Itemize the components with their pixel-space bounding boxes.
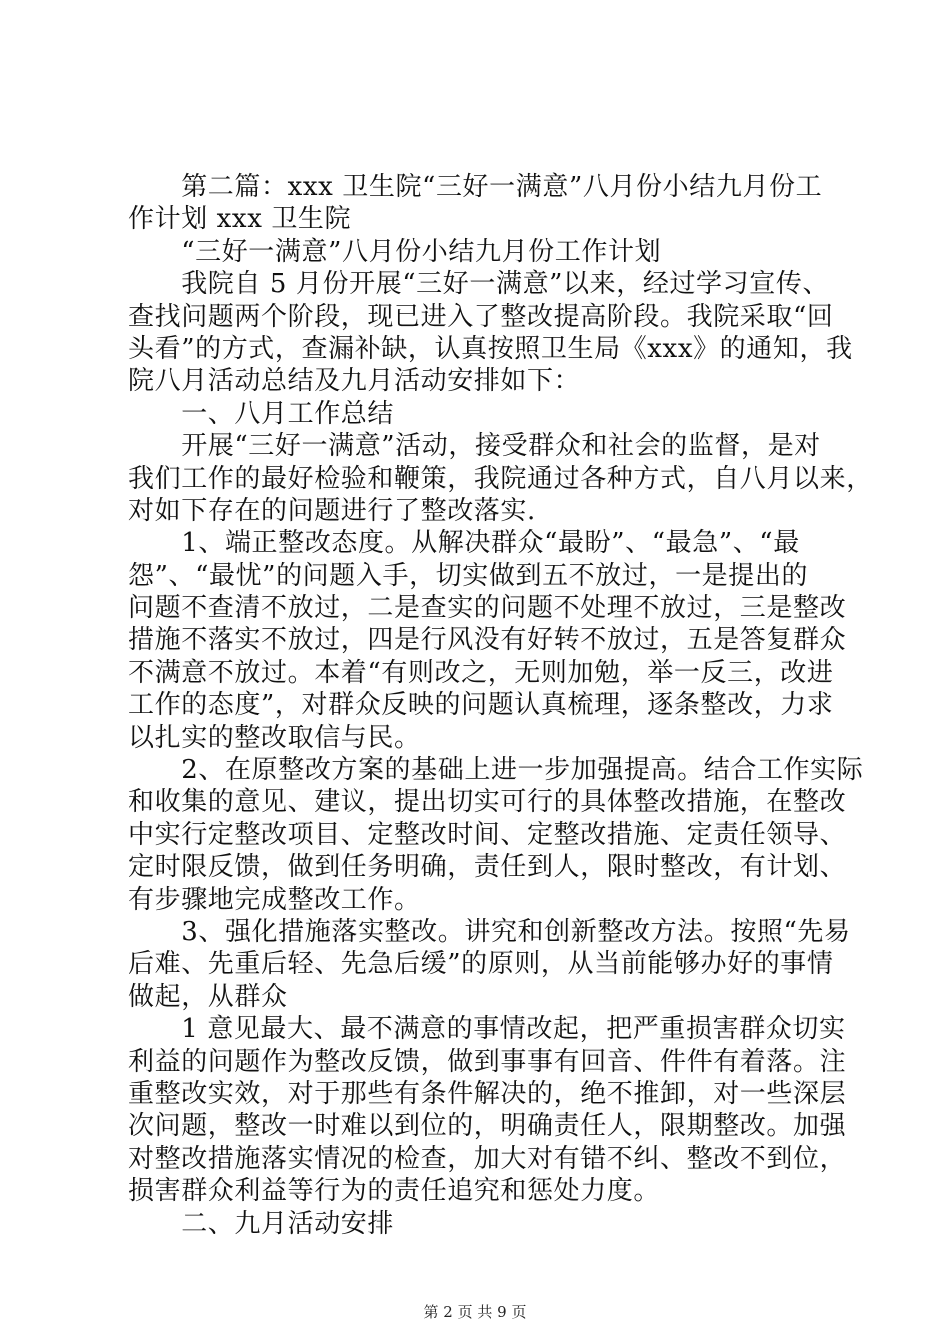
text-line: 措施不落实不放过，四是行风没有好转不放过，五是答复群众 <box>128 625 847 656</box>
text-line: 开展“三好一满意”活动，接受群众和社会的监督，是对 <box>128 431 821 462</box>
text-line: 2、在原整改方案的基础上进一步加强提高。结合工作实际 <box>128 755 864 786</box>
section-heading: 二、九月活动安排 <box>128 1208 395 1239</box>
text-line: 作计划 xxx 卫生院 <box>128 204 352 235</box>
text-line: 院八月活动总结及九月活动安排如下： <box>128 366 581 397</box>
text-line: 中实行定整改项目、定整改时间、定整改措施、定责任领导、 <box>128 819 847 850</box>
text-line: 1 意见最大、最不满意的事情改起，把严重损害群众切实 <box>128 1014 846 1045</box>
text-line: 有步骤地完成整改工作。 <box>128 884 421 915</box>
text-line: 3、强化措施落实整改。讲究和创新整改方法。按照“先易 <box>128 916 851 947</box>
text-line: 对如下存在的问题进行了整改落实. <box>128 495 536 526</box>
text-line: 以扎实的整改取信与民。 <box>128 722 421 753</box>
text-line: 查找问题两个阶段，现已进入了整改提高阶段。我院采取“回 <box>128 301 834 332</box>
text-line: 次问题，整改一时难以到位的，明确责任人，限期整改。加强 <box>128 1111 847 1142</box>
text-line: 不满意不放过。本着“有则改之，无则加勉，举一反三，改进 <box>128 657 834 688</box>
document-body <box>128 171 873 1240</box>
text-line: 利益的问题作为整改反馈，做到事事有回音、件件有着落。注 <box>128 1046 847 1077</box>
text-line: 头看”的方式，查漏补缺，认真按照卫生局《xxx》的通知，我 <box>128 333 853 364</box>
text-line: 我们工作的最好检验和鞭策，我院通过各种方式，自八月以来， <box>128 463 873 494</box>
text-line: 定时限反馈，做到任务明确，责任到人，限时整改，有计划、 <box>128 852 847 883</box>
text-line: 重整改实效，对于那些有条件解决的，绝不推卸，对一些深层 <box>128 1078 847 1109</box>
text-line: 对整改措施落实情况的检查，加大对有错不纠、整改不到位， <box>128 1143 847 1174</box>
text-line: “三好一满意”八月份小结九月份工作计划 <box>128 236 662 267</box>
text-line: 后难、先重后轻、先急后缓”的原则，从当前能够办好的事情 <box>128 949 834 980</box>
text-line: 第二篇：xxx 卫生院“三好一满意”八月份小结九月份工 <box>128 172 823 202</box>
page-number-footer: 第 2 页 共 9 页 <box>423 1303 527 1321</box>
text-line: 我院自 5 月份开展“三好一满意”以来，经过学习宣传、 <box>128 269 830 300</box>
text-line: 做起，从群众 <box>128 981 288 1012</box>
section-heading: 一、八月工作总结 <box>128 398 395 429</box>
text-line: 1、端正整改态度。从解决群众“最盼”、“最急”、“最 <box>128 528 800 559</box>
text-line: 怨”、“最忧”的问题入手，切实做到五不放过，一是提出的 <box>128 560 809 591</box>
text-line: 问题不查清不放过，二是查实的问题不处理不放过，三是整改 <box>128 593 847 624</box>
text-line: 损害群众利益等行为的责任追究和惩处力度。 <box>128 1176 661 1207</box>
text-line: 工作的态度”，对群众反映的问题认真梳理，逐条整改，力求 <box>128 690 834 721</box>
text-line: 和收集的意见、建议，提出切实可行的具体整改措施，在整改 <box>128 787 847 818</box>
